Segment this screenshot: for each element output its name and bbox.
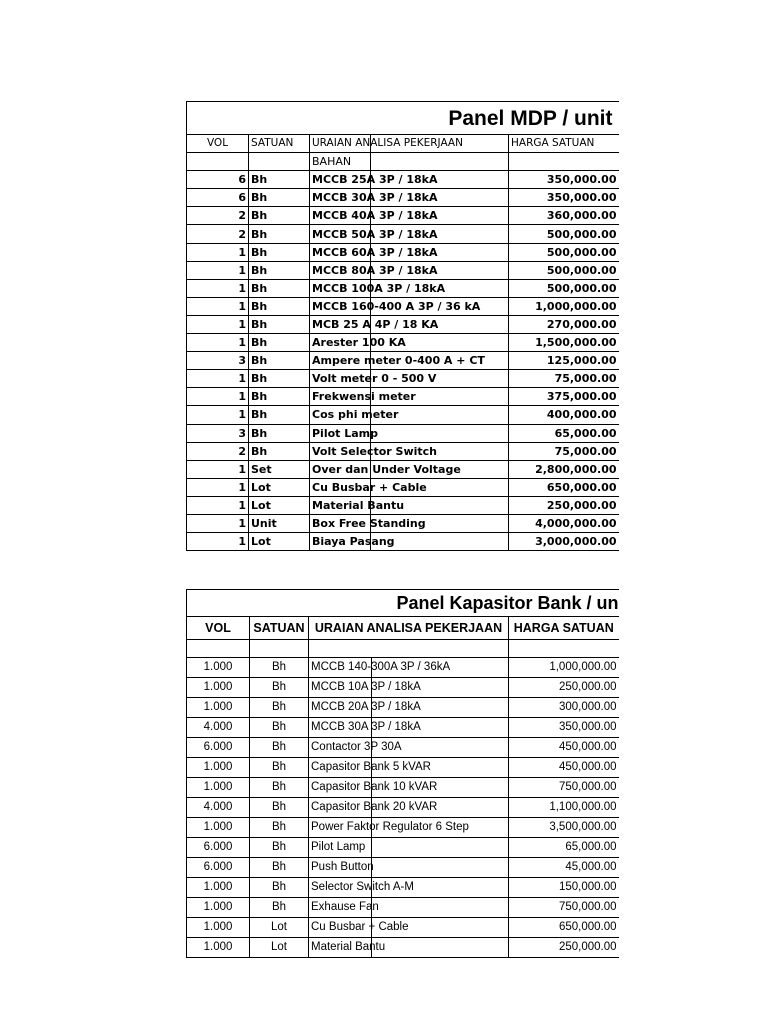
satuan-cell: Bh — [249, 279, 310, 297]
uraian-cell: Contactor 3P 30A — [309, 738, 509, 758]
uraian-cell: MCCB 100A 3P / 18kA — [310, 279, 509, 297]
table-row — [187, 388, 619, 406]
vol-cell: 1.000 — [187, 898, 250, 918]
uraian-cell: MCCB 60A 3P / 18kA — [310, 243, 509, 261]
uraian-cell: MCCB 20A 3P / 18kA — [309, 698, 509, 718]
uraian-cell: MCCB 10A 3P / 18kA — [309, 678, 509, 698]
harga-cell: 350,000.00 — [509, 171, 619, 189]
table-row — [187, 442, 619, 460]
satuan-cell: Bh — [250, 858, 309, 878]
satuan-cell: Bh — [250, 758, 309, 778]
harga-cell: 65,000.00 — [509, 424, 619, 442]
harga-cell: 250,000.00 — [509, 678, 619, 698]
uraian-cell: Exhause Fan — [309, 898, 509, 918]
uraian-cell: MCCB 40A 3P / 18kA — [310, 207, 509, 225]
harga-cell: 1,100,000.00 — [509, 798, 619, 818]
uraian-cell: Frekwensi meter — [310, 388, 509, 406]
harga-cell: 750,000.00 — [509, 778, 619, 798]
table-row — [187, 798, 619, 818]
table-title-row — [187, 102, 619, 135]
harga-cell: 750,000.00 — [509, 898, 619, 918]
harga-cell: 350,000.00 — [509, 718, 619, 738]
uraian-cell: Pilot Lamp — [310, 424, 509, 442]
vol-cell: 6.000 — [187, 738, 250, 758]
satuan-cell: Bh — [249, 315, 310, 333]
vol-cell: 1 — [187, 460, 249, 478]
satuan-cell: Lot — [250, 938, 309, 958]
harga-cell: 270,000.00 — [509, 315, 619, 333]
empty-cell — [509, 153, 619, 171]
uraian-cell: Push Button — [309, 858, 509, 878]
table-header-row — [187, 617, 619, 640]
uraian-cell: Ampere meter 0-400 A + CT — [310, 352, 509, 370]
table-row — [187, 898, 619, 918]
uraian-cell: Biaya Pasang — [310, 533, 509, 551]
satuan-cell: Bh — [250, 738, 309, 758]
table-row — [187, 918, 619, 938]
satuan-cell: Bh — [249, 225, 310, 243]
section-label: BAHAN — [310, 153, 509, 171]
uraian-cell: Pilot Lamp — [309, 838, 509, 858]
harga-cell: 450,000.00 — [509, 738, 619, 758]
table-row — [187, 718, 619, 738]
satuan-cell: Lot — [249, 478, 310, 496]
table-row — [187, 778, 619, 798]
harga-cell: 45,000.00 — [509, 858, 619, 878]
vol-cell: 1.000 — [187, 818, 250, 838]
uraian-cell: MCCB 50A 3P / 18kA — [310, 225, 509, 243]
table-row — [187, 297, 619, 315]
empty-cell — [249, 153, 310, 171]
panel-kapasitor-table — [186, 589, 619, 958]
harga-cell: 3,000,000.00 — [509, 533, 619, 551]
uraian-cell: Cu Busbar + Cable — [309, 918, 509, 938]
harga-cell: 650,000.00 — [509, 478, 619, 496]
vol-cell: 1 — [187, 243, 249, 261]
table-row — [187, 424, 619, 442]
table-row — [187, 496, 619, 514]
satuan-cell: Bh — [250, 658, 309, 678]
satuan-cell: Bh — [249, 406, 310, 424]
table-row — [187, 352, 619, 370]
harga-cell: 1,000,000.00 — [509, 297, 619, 315]
vol-cell: 1 — [187, 496, 249, 514]
vol-cell: 1.000 — [187, 778, 250, 798]
harga-cell: 75,000.00 — [509, 370, 619, 388]
harga-cell: 450,000.00 — [509, 758, 619, 778]
table-row — [187, 261, 619, 279]
satuan-cell: Bh — [249, 243, 310, 261]
harga-cell: 125,000.00 — [509, 352, 619, 370]
harga-cell: 500,000.00 — [509, 279, 619, 297]
header-vol: VOL — [187, 617, 250, 640]
satuan-cell: Bh — [250, 778, 309, 798]
vol-cell: 6.000 — [187, 858, 250, 878]
uraian-cell: Material Bantu — [310, 496, 509, 514]
satuan-cell: Bh — [249, 370, 310, 388]
vol-cell: 1 — [187, 406, 249, 424]
vol-cell: 1 — [187, 261, 249, 279]
vol-cell: 1 — [187, 334, 249, 352]
empty-cell — [187, 640, 250, 658]
table-row — [187, 878, 619, 898]
uraian-cell: Cu Busbar + Cable — [310, 478, 509, 496]
harga-cell: 150,000.00 — [509, 878, 619, 898]
table-row — [187, 738, 619, 758]
empty-cell — [309, 640, 509, 658]
vol-cell: 1 — [187, 315, 249, 333]
table-row — [187, 698, 619, 718]
harga-cell: 250,000.00 — [509, 496, 619, 514]
table-row — [187, 658, 619, 678]
vol-cell: 1 — [187, 514, 249, 532]
satuan-cell: Bh — [249, 207, 310, 225]
uraian-cell: Box Free Standing — [310, 514, 509, 532]
satuan-cell: Unit — [249, 514, 310, 532]
vol-cell: 1.000 — [187, 878, 250, 898]
table-row — [187, 533, 619, 551]
satuan-cell: Bh — [249, 261, 310, 279]
uraian-cell: Capasitor Bank 10 kVAR — [309, 778, 509, 798]
vol-cell: 3 — [187, 352, 249, 370]
satuan-cell: Bh — [250, 678, 309, 698]
uraian-cell: MCCB 25A 3P / 18kA — [310, 171, 509, 189]
satuan-cell: Bh — [249, 297, 310, 315]
table-row — [187, 225, 619, 243]
table-row — [187, 460, 619, 478]
table-header-row — [187, 135, 619, 153]
uraian-cell: Arester 100 KA — [310, 334, 509, 352]
satuan-cell: Bh — [250, 698, 309, 718]
harga-cell: 4,000,000.00 — [509, 514, 619, 532]
vol-cell: 1 — [187, 533, 249, 551]
satuan-cell: Bh — [250, 718, 309, 738]
harga-cell: 300,000.00 — [509, 698, 619, 718]
harga-cell: 650,000.00 — [509, 918, 619, 938]
uraian-cell: MCCB 160-400 A 3P / 36 kA — [310, 297, 509, 315]
harga-cell: 400,000.00 — [509, 406, 619, 424]
uraian-cell: MCCB 30A 3P / 18kA — [309, 718, 509, 738]
panel-mdp-table — [186, 101, 619, 551]
vol-cell: 1.000 — [187, 938, 250, 958]
vol-cell: 2 — [187, 207, 249, 225]
table-row — [187, 858, 619, 878]
vol-cell: 1.000 — [187, 918, 250, 938]
harga-cell: 3,500,000.00 — [509, 818, 619, 838]
header-uraian: URAIAN ANALISA PEKERJAAN — [309, 617, 509, 640]
table-row — [187, 334, 619, 352]
satuan-cell: Set — [249, 460, 310, 478]
header-satuan: SATUAN — [250, 617, 309, 640]
satuan-cell: Bh — [250, 898, 309, 918]
satuan-cell: Bh — [249, 424, 310, 442]
table-row — [187, 678, 619, 698]
empty-cell — [250, 640, 309, 658]
vol-cell: 1 — [187, 478, 249, 496]
vol-cell: 1 — [187, 279, 249, 297]
harga-cell: 65,000.00 — [509, 838, 619, 858]
harga-cell: 1,500,000.00 — [509, 334, 619, 352]
table-row — [187, 478, 619, 496]
uraian-cell: Power Faktor Regulator 6 Step — [309, 818, 509, 838]
uraian-cell: Volt meter 0 - 500 V — [310, 370, 509, 388]
satuan-cell: Bh — [250, 838, 309, 858]
harga-cell: 500,000.00 — [509, 261, 619, 279]
satuan-cell: Bh — [250, 818, 309, 838]
vol-cell: 2 — [187, 442, 249, 460]
satuan-cell: Bh — [249, 334, 310, 352]
satuan-cell: Bh — [249, 171, 310, 189]
vol-cell: 2 — [187, 225, 249, 243]
uraian-cell: Volt Selector Switch — [310, 442, 509, 460]
page-title: Panel MDP / unit — [187, 102, 619, 135]
harga-cell: 75,000.00 — [509, 442, 619, 460]
page-title: Panel Kapasitor Bank / un — [187, 590, 619, 617]
satuan-cell: Bh — [249, 352, 310, 370]
satuan-cell: Bh — [249, 442, 310, 460]
vol-cell: 6.000 — [187, 838, 250, 858]
table-row — [187, 243, 619, 261]
uraian-cell: Material Bantu — [309, 938, 509, 958]
header-harga: HARGA SATUAN — [509, 617, 619, 640]
vol-cell: 1.000 — [187, 658, 250, 678]
vol-cell: 4.000 — [187, 718, 250, 738]
vol-cell: 4.000 — [187, 798, 250, 818]
harga-cell: 360,000.00 — [509, 207, 619, 225]
table-row — [187, 171, 619, 189]
vol-cell: 6 — [187, 189, 249, 207]
section-row — [187, 153, 619, 171]
table-row — [187, 938, 619, 958]
uraian-cell: MCCB 140-300A 3P / 36kA — [309, 658, 509, 678]
table-row — [187, 207, 619, 225]
satuan-cell: Lot — [249, 496, 310, 514]
vol-cell: 1.000 — [187, 678, 250, 698]
uraian-cell: Capasitor Bank 20 kVAR — [309, 798, 509, 818]
table-row — [187, 315, 619, 333]
uraian-cell: Capasitor Bank 5 kVAR — [309, 758, 509, 778]
harga-cell: 375,000.00 — [509, 388, 619, 406]
uraian-cell: MCCB 80A 3P / 18kA — [310, 261, 509, 279]
satuan-cell: Bh — [250, 798, 309, 818]
harga-cell: 350,000.00 — [509, 189, 619, 207]
harga-cell: 2,800,000.00 — [509, 460, 619, 478]
harga-cell: 500,000.00 — [509, 243, 619, 261]
header-uraian: URAIAN ANALISA PEKERJAAN — [310, 135, 509, 153]
satuan-cell: Lot — [249, 533, 310, 551]
vol-cell: 1 — [187, 388, 249, 406]
satuan-cell: Bh — [249, 189, 310, 207]
vol-cell: 1.000 — [187, 698, 250, 718]
vol-cell: 1 — [187, 297, 249, 315]
empty-cell — [187, 153, 249, 171]
satuan-cell: Bh — [250, 878, 309, 898]
blank-row — [187, 640, 619, 658]
table-row — [187, 838, 619, 858]
header-satuan: SATUAN — [249, 135, 310, 153]
uraian-cell: Cos phi meter — [310, 406, 509, 424]
harga-cell: 1,000,000.00 — [509, 658, 619, 678]
uraian-cell: Over dan Under Voltage — [310, 460, 509, 478]
uraian-cell: Selector Switch A-M — [309, 878, 509, 898]
uraian-cell: MCCB 30A 3P / 18kA — [310, 189, 509, 207]
table-row — [187, 189, 619, 207]
table-title-row — [187, 590, 619, 617]
empty-cell — [509, 640, 619, 658]
table-row — [187, 818, 619, 838]
table-row — [187, 279, 619, 297]
vol-cell: 6 — [187, 171, 249, 189]
harga-cell: 250,000.00 — [509, 938, 619, 958]
vol-cell: 1.000 — [187, 758, 250, 778]
harga-cell: 500,000.00 — [509, 225, 619, 243]
table-row — [187, 370, 619, 388]
uraian-cell: MCB 25 A 4P / 18 KA — [310, 315, 509, 333]
vol-cell: 1 — [187, 370, 249, 388]
satuan-cell: Lot — [250, 918, 309, 938]
header-harga: HARGA SATUAN — [509, 135, 619, 153]
satuan-cell: Bh — [249, 388, 310, 406]
table-row — [187, 406, 619, 424]
table-row — [187, 514, 619, 532]
table-row — [187, 758, 619, 778]
vol-cell: 3 — [187, 424, 249, 442]
header-vol: VOL — [187, 135, 249, 153]
